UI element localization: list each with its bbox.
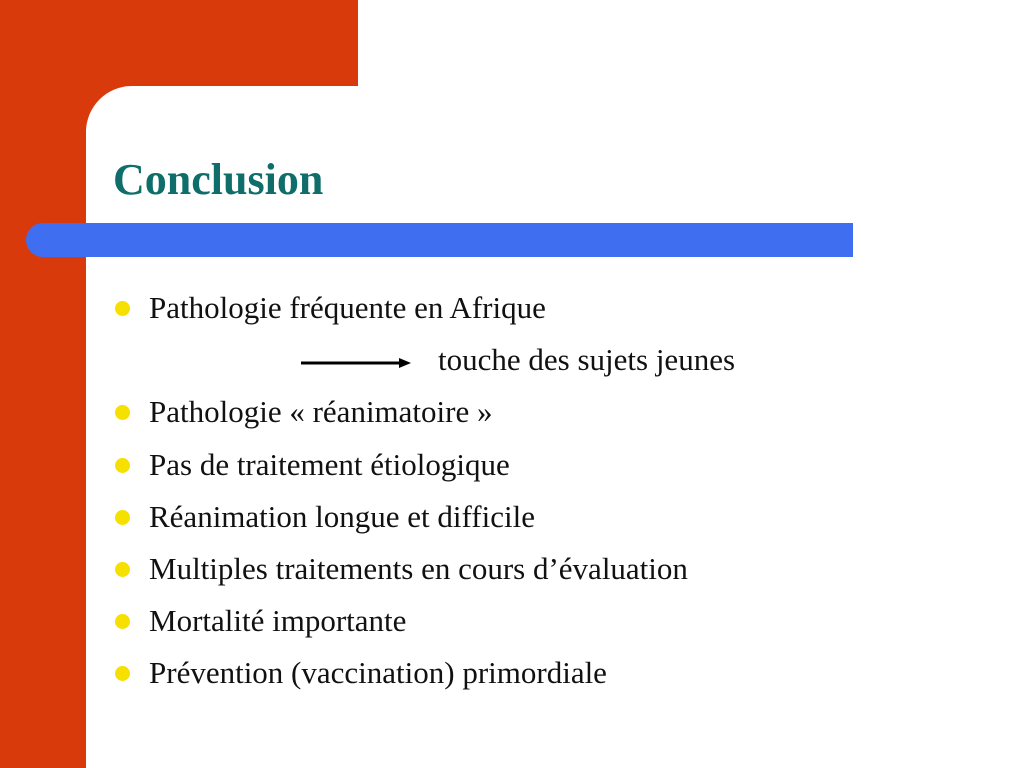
bullet-dot-icon — [115, 666, 130, 681]
slide-title: Conclusion — [113, 155, 324, 204]
bullet-text: Mortalité importante — [149, 603, 407, 639]
bullet-text: Pas de traitement étiologique — [149, 446, 510, 482]
bullet-text: Réanimation longue et difficile — [149, 498, 535, 534]
bullet-item — [113, 282, 873, 334]
bullet-dot-icon — [115, 562, 130, 577]
bullet-list — [113, 282, 873, 700]
bullet-dot-icon — [115, 301, 130, 316]
sub-item — [113, 334, 873, 386]
bullet-text: Pathologie « réanimatoire » — [149, 394, 493, 430]
bullet-dot-icon — [115, 458, 130, 473]
bullet-dot-icon — [115, 510, 130, 525]
bullet-dot-icon — [115, 405, 130, 420]
bullet-item — [113, 491, 873, 543]
blue-title-underline-bar — [26, 223, 853, 257]
bullet-dot-icon — [115, 614, 130, 629]
sub-item-text: touche des sujets jeunes — [438, 342, 736, 378]
bullet-item — [113, 543, 873, 595]
bullet-item — [113, 647, 873, 699]
bullet-text: Prévention (vaccination) primordiale — [149, 655, 607, 691]
right-arrow-icon — [301, 356, 411, 370]
bullet-text: Multiples traitements en cours d’évaluation — [149, 550, 688, 586]
bullet-text: Pathologie fréquente en Afrique — [149, 290, 546, 325]
bullet-item — [113, 386, 873, 438]
bullet-item — [113, 595, 873, 647]
bullet-item — [113, 439, 873, 491]
